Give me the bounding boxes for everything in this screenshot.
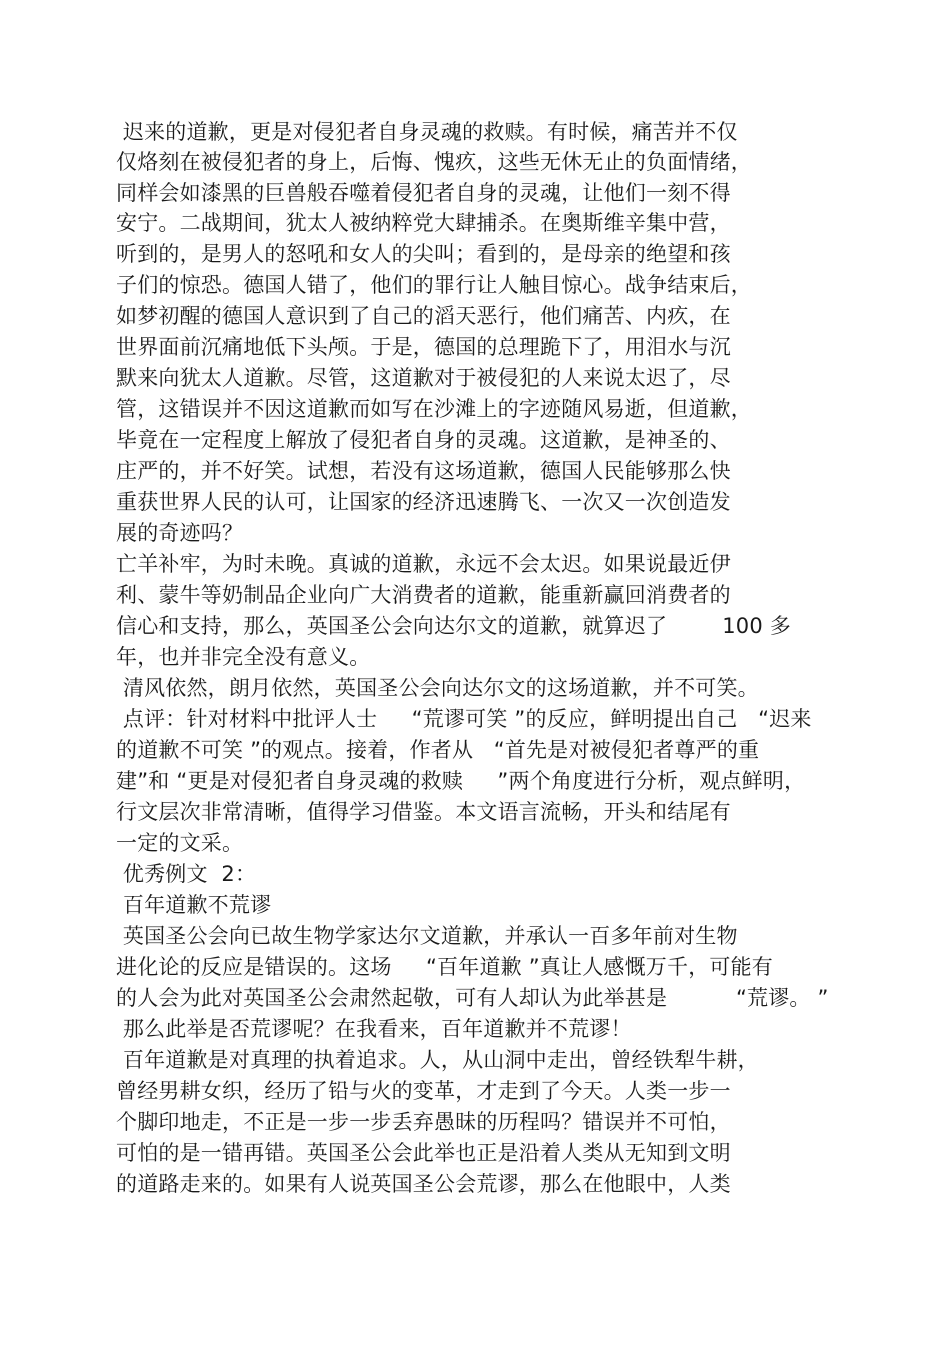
section-heading: 优秀例文 2： <box>116 862 257 886</box>
text-line: 行文层次非常清晰，值得学习借鉴。本文语言流畅，开头和结尾有 <box>116 800 731 824</box>
text-line: 建”和 “更是对侵犯者自身灵魂的救赎 ”两个角度进行分析，观点鲜明， <box>116 769 806 793</box>
text-line: 进化论的反应是错误的。这场 “百年道歉 ”真让人感慨万千，可能有 <box>116 955 774 979</box>
text-line: 迟来的道歉，更是对侵犯者自身灵魂的救赎。有时候，痛苦并不仅 <box>116 120 738 144</box>
text-line: 如梦初醒的德国人意识到了自己的滔天恶行，他们痛苦、内疚，在 <box>116 304 731 328</box>
text-line: 的人会为此对英国圣公会肃然起敬，可有人却认为此举甚是 “荒谬。 ” <box>116 986 829 1010</box>
text-line: 亡羊补牢，为时未晚。真诚的道歉，永远不会太迟。如果说最近伊 <box>116 552 731 576</box>
text-line: 子们的惊恐。德国人错了，他们的罪行让人触目惊心。战争结束后， <box>116 273 752 297</box>
text-line: 年，也并非完全没有意义。 <box>116 645 371 669</box>
text-line: 的道歉不可笑 ”的观点。接着，作者从 “首先是对被侵犯者尊严的重 <box>116 738 760 762</box>
text-line: 信心和支持，那么，英国圣公会向达尔文的道歉，就算迟了 100 多 <box>116 614 791 638</box>
text-line: 管，这错误并不因这道歉而如写在沙滩上的字迹随风易逝，但道歉， <box>116 397 752 421</box>
text-line: 点评：针对材料中批评人士 “荒谬可笑 ”的反应，鲜明提出自己 “迟来 <box>116 707 812 731</box>
text-line: 清风依然，朗月依然，英国圣公会向达尔文的这场道歉，并不可笑。 <box>116 676 759 700</box>
text-line: 曾经男耕女织，经历了铅与火的变革，才走到了今天。人类一步一 <box>116 1079 731 1103</box>
text-line: 仅烙刻在被侵犯者的身上，后悔、愧疚，这些无休无止的负面情绪， <box>116 150 752 174</box>
text-line: 一定的文采。 <box>116 831 244 855</box>
text-line: 的道路走来的。如果有人说英国圣公会荒谬，那么在他眼中，人类 <box>116 1172 731 1196</box>
text-line: 英国圣公会向已故生物学家达尔文道歉，并承认一百多年前对生物 <box>116 924 738 948</box>
text-line: 利、蒙牛等奶制品企业向广大消费者的道歉，能重新赢回消费者的 <box>116 583 731 607</box>
text-line: 世界面前沉痛地低下头颅。于是，德国的总理跪下了，用泪水与沉 <box>116 335 731 359</box>
text-line: 毕竟在一定程度上解放了侵犯者自身的灵魂。这道歉，是神圣的、 <box>116 428 731 452</box>
text-line: 庄严的，并不好笑。试想，若没有这场道歉，德国人民能够那么快 <box>116 459 731 483</box>
text-line: 听到的，是男人的怒吼和女人的尖叫；看到的，是母亲的绝望和孩 <box>116 242 731 266</box>
text-line: 百年道歉是对真理的执着追求。人，从山洞中走出，曾经铁犁牛耕， <box>116 1048 759 1072</box>
text-line: 同样会如漆黑的巨兽般吞噬着侵犯者自身的灵魂，让他们一刻不得 <box>116 181 731 205</box>
text-line: 个脚印地走，不正是一步一步丢弃愚昧的历程吗？错误并不可怕， <box>116 1110 731 1134</box>
text-line: 可怕的是一错再错。英国圣公会此举也正是沿着人类从无知到文明 <box>116 1141 731 1165</box>
text-line: 展的奇迹吗？ <box>116 521 244 545</box>
essay-title: 百年道歉不荒谬 <box>116 893 272 917</box>
text-line: 安宁。二战期间，犹太人被纳粹党大肆捕杀。在奥斯维辛集中营， <box>116 211 731 235</box>
text-line: 默来向犹太人道歉。尽管，这道歉对于被侵犯的人来说太迟了，尽 <box>116 366 731 390</box>
text-line: 那么此举是否荒谬呢？在我看来，百年道歉并不荒谬！ <box>116 1017 632 1041</box>
text-line: 重获世界人民的认可，让国家的经济迅速腾飞、一次又一次创造发 <box>116 490 731 514</box>
